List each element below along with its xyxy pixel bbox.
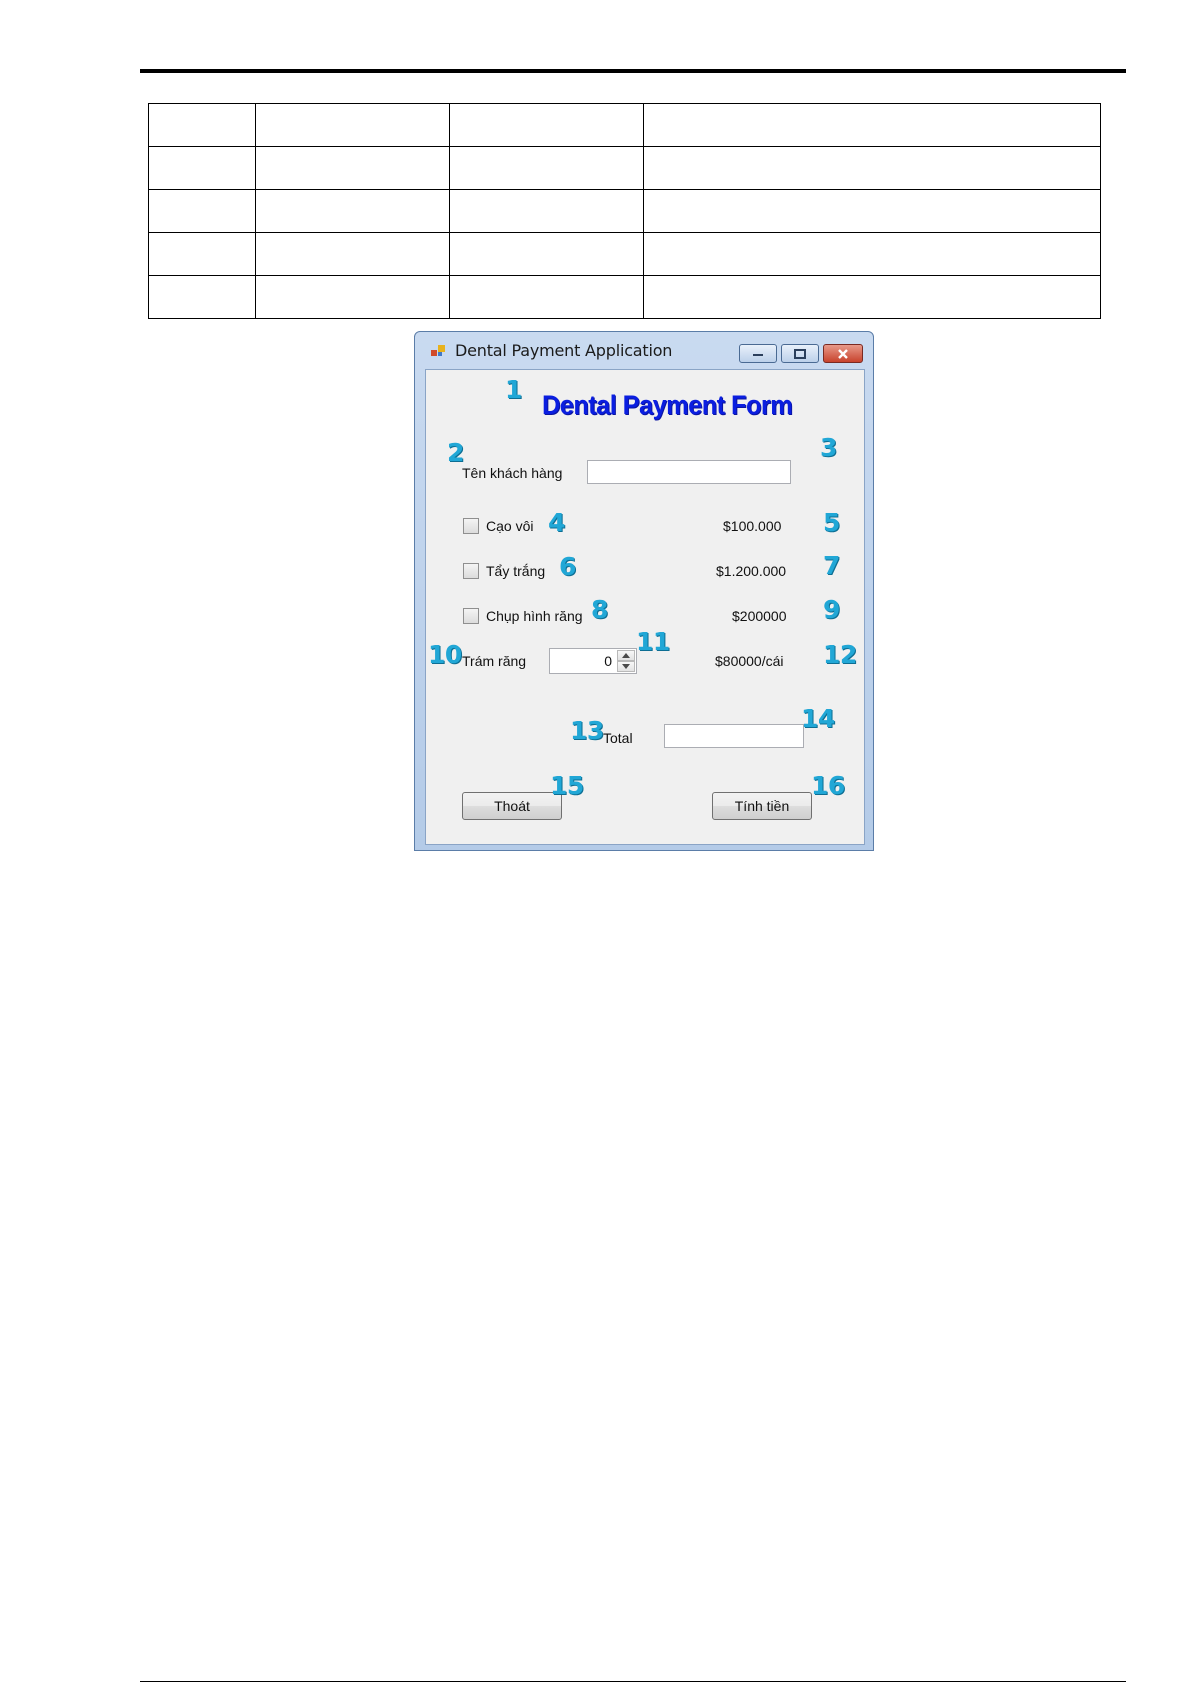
total-output[interactable] [664,724,804,748]
annotation-13: 13 [570,716,604,745]
annotation-7: 7 [823,551,840,580]
whitening-label: Tẩy trắng [486,563,546,579]
exit-button[interactable]: Thoát [462,792,562,820]
title-bar[interactable] [415,332,873,368]
whitening-price: $1.200.000 [716,563,787,579]
customer-name-label: Tên khách hàng [462,465,563,481]
app-icon [431,345,445,357]
spin-down-button[interactable] [617,661,635,672]
annotation-14: 14 [801,704,835,733]
annotation-10: 10 [428,640,462,669]
table-row [149,104,1101,147]
filling-label: Trám răng [462,653,527,669]
app-window [414,331,874,851]
annotation-12: 12 [823,640,857,669]
filling-quantity-value: 0 [604,653,612,669]
document-table [148,103,1101,319]
close-button[interactable] [823,344,863,363]
calculate-button[interactable]: Tính tiền [712,792,812,820]
form-title: Dental Payment Form [542,390,793,420]
annotation-6: 6 [559,552,576,581]
annotation-5: 5 [823,508,840,537]
total-label: Total [603,730,633,746]
minimize-button[interactable] [739,344,777,363]
footer-rule [140,1681,1126,1682]
maximize-button[interactable] [781,344,819,363]
customer-name-input[interactable] [587,460,791,484]
header-rule [140,69,1126,73]
scaling-checkbox[interactable] [463,518,479,534]
filling-price: $80000/cái [715,653,784,669]
annotation-9: 9 [823,595,840,624]
annotation-16: 16 [811,771,845,800]
spin-up-button[interactable] [617,650,635,661]
xray-label: Chụp hình răng [486,608,583,624]
table-row [149,276,1101,319]
table-row [149,147,1101,190]
close-icon [837,349,849,359]
window-title: Dental Payment Application [455,341,673,360]
chevron-up-icon [622,653,630,658]
maximize-icon [794,349,806,359]
filling-quantity-stepper[interactable] [549,648,637,674]
annotation-11: 11 [636,627,670,656]
scaling-price: $100.000 [723,518,782,534]
form-client-area [425,369,865,845]
annotation-8: 8 [591,595,608,624]
annotation-3: 3 [820,433,837,462]
xray-checkbox[interactable] [463,608,479,624]
whitening-checkbox[interactable] [463,563,479,579]
annotation-15: 15 [550,771,584,800]
chevron-down-icon [622,664,630,669]
minimize-icon [752,351,764,357]
table-row [149,233,1101,276]
scaling-label: Cạo vôi [486,518,534,534]
annotation-1: 1 [505,375,522,404]
annotation-4: 4 [548,508,565,537]
xray-price: $200000 [732,608,787,624]
annotation-2: 2 [447,438,464,467]
table-row [149,190,1101,233]
